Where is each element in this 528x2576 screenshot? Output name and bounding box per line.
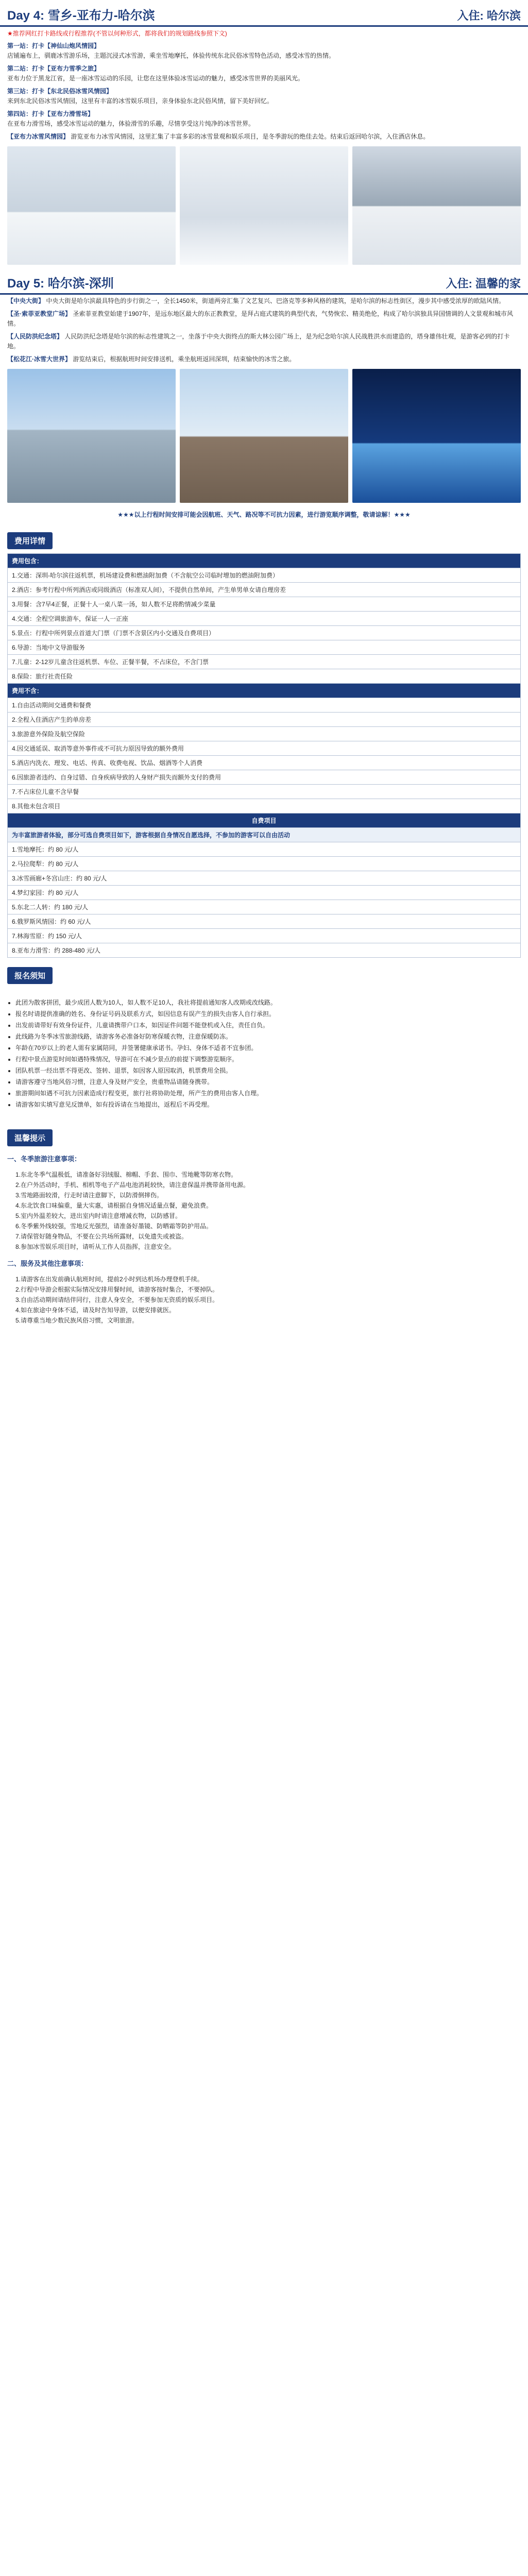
include-title: 费用包含： [8,554,521,568]
exclude-title: 费用不含： [8,684,521,698]
self-pay-title: 自费项目 [8,814,521,828]
include-item: 7.儿童：2-12岁儿童含往返机票、车位、正餐半餐，不占床位，不含门票 [8,655,521,669]
reindeer-photo [352,146,521,265]
day4-tip: ★推荐网红打卡路线或行程推荐(不管以何种形式，都将我们的规划路线参照下文) [7,30,227,37]
day5-stop3: 【人民防洪纪念塔】 人民防洪纪念塔是哈尔滨的标志性建筑之一，坐落于中央大街终点的斯大林公园广场上，是为纪念哈尔滨人民战胜洪水而建造的，塔身雄伟壮观，是游客必到的打卡地。 [7,333,510,350]
include-item: 8.保险：旅行社责任险 [8,669,521,684]
warm-badge: 温馨提示 [7,1129,53,1146]
day5-title: Day 5: 哈尔滨-深圳 [7,277,114,291]
exclude-item: 3.旅游意外保险及航空保险 [8,727,521,741]
warm-title-1: 一、冬季旅游注意事项： [7,1155,81,1163]
day5-photos [0,366,528,506]
warm-list-1 [0,1166,528,1255]
fees-badge: 费用详情 [7,532,53,549]
exclude-item: 5.酒店内洗衣、理发、电话、传真、收费电视、饮品、烟酒等个人消费 [8,756,521,770]
church-photo [7,369,176,503]
notice-item: • 请游客遵守当地风俗习惯，注意人身及财产安全，贵重物品请随身携带。 [15,1077,521,1087]
exclude-item: 7.不占床位儿童不含早餐 [8,785,521,799]
notice-item: • 团队机票一经出票不得更改、签转、退票，如因客人原因取消，机票费用全损。 [15,1065,521,1076]
include-item: 2.酒店：参考行程中所列酒店或同级酒店（标准双人间），不提供自然单间，产生单男单女请自理房差 [8,583,521,597]
notice-item: • 此线路为冬季冰雪旅游线路，请游客务必准备好防寒保暖衣物，注意保暖防冻。 [15,1031,521,1042]
day4-stop2: 第二站：打卡【亚布力雪季之旅】 亚布力位于黑龙江省，是一座冰雪运动的乐园，让您在这里体验冰雪运动的魅力，感受冰雪世界的美丽风光。 [7,65,304,82]
street-photo [180,369,348,503]
warm-item: 3.雪地路面较滑，行走时请注意脚下，以防滑倒摔伤。 [15,1192,163,1199]
self-pay-note: 为丰富旅游者体验，部分可选自费项目如下，游客根据自身情况自愿选择，不参加的游客可以自由活动 [8,828,521,842]
exclude-item: 2.全程入住酒店产生的单房差 [8,713,521,727]
notice-item: • 旅游期间如遇不可抗力因素造成行程变更，旅行社将协助处理，所产生的费用由客人自理。 [15,1088,521,1098]
warm-item: 4.如在旅途中身体不适，请及时告知导游，以便安排就医。 [15,1307,176,1314]
warm-item: 7.请保管好随身物品，不要在公共场所露财，以免遗失或被盗。 [15,1233,188,1240]
notice-item: • 行程中景点游览时间如遇特殊情况，导游可在不减少景点的前提下调整游览顺序。 [15,1054,521,1064]
notice-item: • 报名时请提供准确的姓名、身份证号码及联系方式，如因信息有误产生的损失由客人自行承担。 [15,1009,521,1019]
notice-item: • 出发前请带好有效身份证件，儿童请携带户口本，如因证件问题不能登机或入住，责任自负。 [15,1020,521,1030]
notice-item: • 年龄在70岁以上的老人需有家属陪同，并签署健康承诺书。孕妇、身体不适者不宜参团。 [15,1043,521,1053]
warm-item: 1.东北冬季气温极低，请准备好羽绒服、棉帽、手套、围巾、雪地靴等防寒衣物。 [15,1171,237,1178]
include-item: 4.交通：全程空调旅游车，保证一人一正座 [8,612,521,626]
warm-item: 5.室内外温差较大，进出室内时请注意增减衣物，以防感冒。 [15,1212,182,1219]
self-pay-item: 6.俄罗斯风情园：约 60 元/人 [8,914,521,929]
husky-photo [180,146,348,265]
notice-badge: 报名须知 [7,967,53,984]
exclude-item: 4.因交通延误、取消等意外事件或不可抗力原因导致的额外费用 [8,741,521,756]
warm-item: 6.冬季紫外线较强，雪地反光强烈，请准备好墨镜、防晒霜等防护用品。 [15,1223,213,1230]
day4-stop3: 第三站：打卡【东北民俗冰雪风情园】 来到东北民俗冰雪风情园，这里有丰富的冰雪娱乐项目，亲身体验东北民俗风情，留下美好回忆。 [7,88,274,105]
exclude-item: 1.自由活动期间交通费和餐费 [8,698,521,713]
day4-stop5: 【亚布力冰雪风情园】 游览亚布力冰雪风情园，这里汇集了丰富多彩的冰雪景观和娱乐项目，是冬季游玩的绝佳去处。结束后返回哈尔滨，入住酒店休息。 [7,133,430,140]
notice-item: • 此团为散客拼团，最少成团人数为10人，如人数不足10人，我社将提前通知客人改期或改线路。 [15,997,521,1008]
day4-stop4: 第四站：打卡【亚布力滑雪场】 在亚布力滑雪场，感受冰雪运动的魅力，体验滑雪的乐趣，尽情享受这片纯净的冰雪世界。 [7,110,255,127]
include-item: 1.交通：深圳-哈尔滨往返机票，机场建设费和燃油附加费（不含航空公司临时增加的燃油附加费） [8,568,521,583]
ice-city-photo [352,369,521,503]
day4-stop1: 第一站：打卡【神仙山炮风情园】 店铺遍布上，驯鹿冰雪游乐场，主题沉浸式冰雪游，乘坐雪地摩托，体验传统东北民俗冰雪特色活动，感受冰雪的热情。 [7,42,335,59]
include-item: 5.景点：行程中所列景点首道大门票（门票不含景区内小交通及自费项目） [8,626,521,640]
self-pay-item: 5.东北二人转：约 180 元/人 [8,900,521,914]
self-pay-item: 2.马拉爬犁：约 80 元/人 [8,857,521,871]
self-pay-item: 7.林海雪原：约 150 元/人 [8,929,521,943]
fees-table [7,553,521,958]
day4-header [0,0,528,27]
snow-village-photo [7,146,176,265]
include-item: 3.用餐：含7早4正餐，正餐十人一桌八菜一汤，如人数不足将酌情减少菜量 [8,597,521,612]
notice-item: • 请游客如实填写意见反馈单，如有投诉请在当地提出，返程后不再受理。 [15,1099,521,1110]
day4-photos [0,143,528,268]
exclude-item: 6.因旅游者违约、自身过错、自身疾病导致的人身财产损失而额外支付的费用 [8,770,521,785]
warm-title-2: 二、服务及其他注意事项： [7,1260,88,1267]
day5-stop4: 【松花江·冰雪大世界】 游览结束后，根据航班时间安排送机，乘坐航班返回深圳，结束愉快的冰雪之旅。 [7,355,296,363]
warm-item: 4.东北饮食口味偏重，量大实惠，请根据自身情况适量点餐，避免浪费。 [15,1202,213,1209]
notice-list [0,994,528,1114]
day4-hotel: 入住: 哈尔滨 [457,9,521,22]
warm-item: 2.行程中导游会根据实际情况安排用餐时间，请游客按时集合，不要掉队。 [15,1286,219,1293]
warm-item: 5.请尊重当地少数民族风俗习惯，文明旅游。 [15,1317,139,1324]
day5-hotel: 入住: 温馨的家 [446,277,521,290]
day5-stop2: 【圣·索菲亚教堂广场】 圣索菲亚教堂始建于1907年，是远东地区最大的东正教教堂，是拜占庭式建筑的典型代表，气势恢宏、精美绝伦，构成了哈尔滨独具异国情调的人文景观和城市风情。 [7,310,514,327]
warm-item: 1.请游客在出发前确认航班时间，提前2小时到达机场办理登机手续。 [15,1276,203,1283]
self-pay-item: 8.亚布力滑雪：约 288-480 元/人 [8,943,521,958]
self-pay-item: 4.梦幻家园：约 80 元/人 [8,886,521,900]
day5-header [0,268,528,295]
warm-list-2 [0,1271,528,1329]
day5-closing: ★★★以上行程时间安排可能会因航班、天气、路况等不可抗力因素，进行游览顺序调整，敬请谅解！★★★ [117,511,411,518]
warm-item: 3.自由活动期间请结伴同行，注意人身安全，不要参加无资质的娱乐项目。 [15,1296,219,1303]
exclude-item: 8.其他未包含项目 [8,799,521,814]
self-pay-item: 1.雪地摩托：约 80 元/人 [8,842,521,857]
self-pay-item: 3.冰雪画廊+冬宫山庄：约 80 元/人 [8,871,521,886]
include-item: 6.导游：当地中文导游服务 [8,640,521,655]
day5-stop1: 【中央大街】 中央大街是哈尔滨最具特色的步行街之一，全长1450米，街道两旁汇集了文艺复兴、巴洛克等多种风格的建筑，是哈尔滨的标志性街区，漫步其中感受浓厚的欧陆风情。 [7,297,505,304]
warm-item: 2.在户外活动时，手机、相机等电子产品电池消耗较快，请注意保温并携带备用电源。 [15,1181,250,1189]
day4-title: Day 4: 雪乡-亚布力-哈尔滨 [7,9,155,23]
warm-item: 8.参加冰雪娱乐项目时，请听从工作人员指挥，注意安全。 [15,1243,176,1250]
